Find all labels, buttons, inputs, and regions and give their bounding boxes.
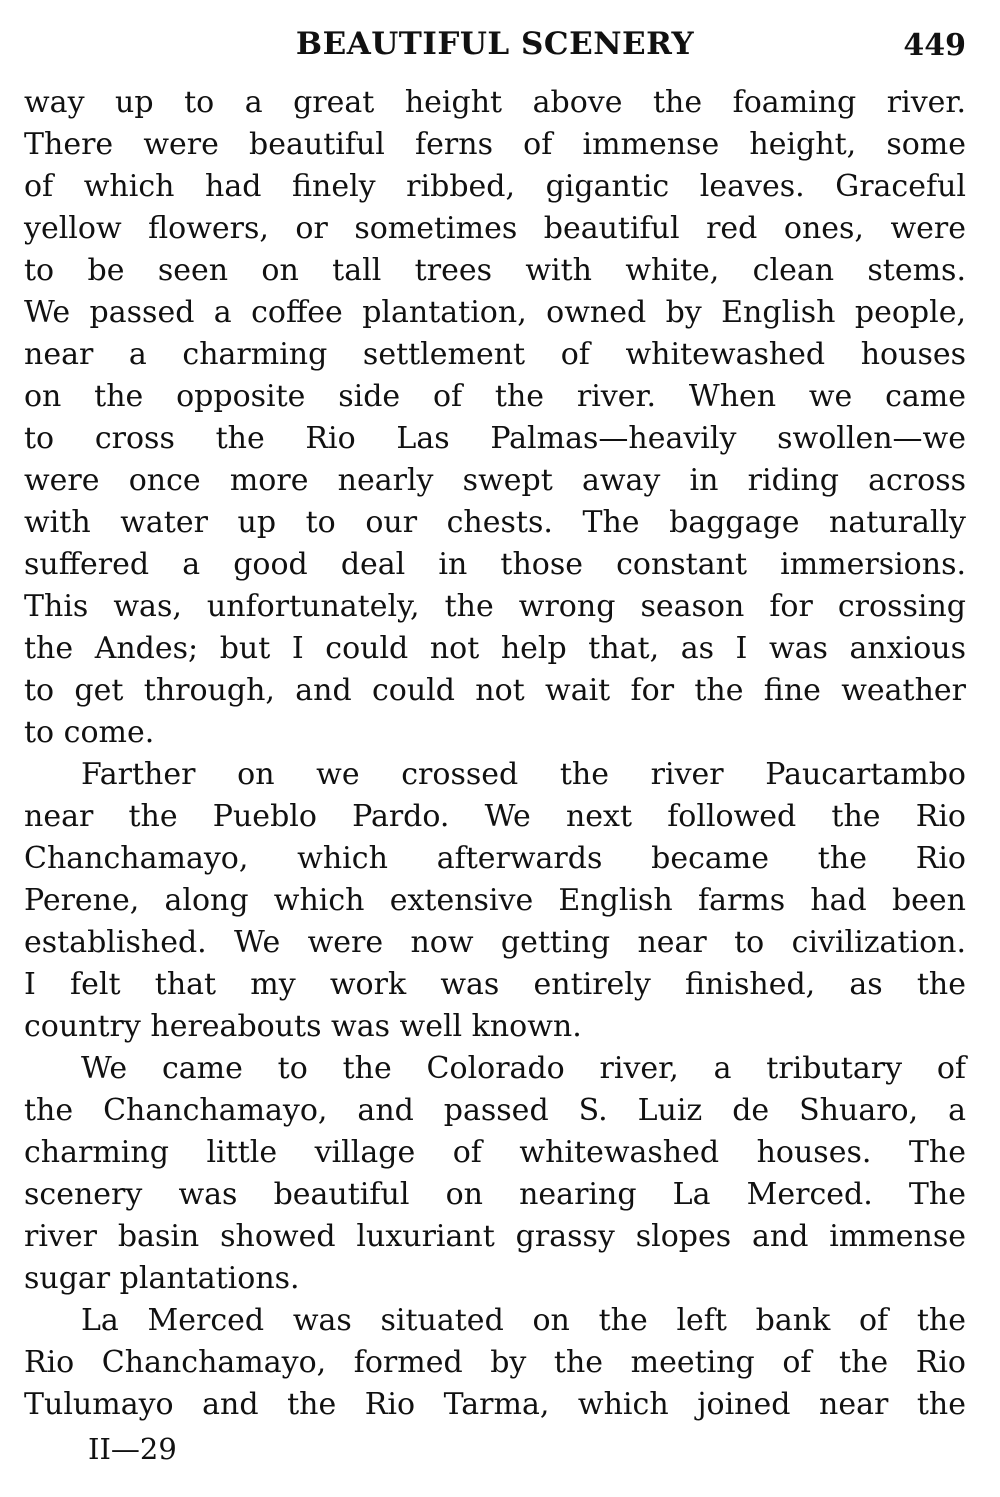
text-line: This was, unfortunately, the wrong season for crossing — [24, 589, 966, 624]
page-number: 449 — [903, 28, 966, 63]
text-line: established. We were now getting near to civilization. — [24, 925, 966, 960]
running-head — [24, 22, 966, 66]
text-line: We passed a coffee plantation, owned by English people, — [24, 295, 966, 330]
text-line: river basin showed luxuriant grassy slopes and immense — [24, 1219, 966, 1254]
body-text — [24, 82, 966, 1426]
text-line: I felt that my work was entirely finished, as the — [24, 967, 966, 1002]
text-line: yellow flowers, or sometimes beautiful red ones, were — [24, 211, 966, 246]
text-line: Farther on we crossed the river Paucartambo — [81, 757, 966, 792]
text-line: of which had finely ribbed, gigantic leaves. Graceful — [24, 169, 966, 204]
text-line: to be seen on tall trees with white, clean stems. — [24, 253, 966, 288]
text-line: were once more nearly swept away in riding across — [24, 463, 966, 498]
text-line: way up to a great height above the foaming river. — [24, 85, 966, 120]
text-line: suffered a good deal in those constant immersions. — [24, 547, 966, 582]
text-line: scenery was beautiful on nearing La Merced. The — [24, 1177, 966, 1212]
text-line: Chanchamayo, which afterwards became the Rio — [24, 841, 966, 876]
text-line: There were beautiful ferns of immense height, some — [24, 127, 966, 162]
signature-mark: II—29 — [88, 1432, 177, 1466]
text-line: to get through, and could not wait for the fine weather — [24, 673, 966, 708]
text-line: with water up to our chests. The baggage naturally — [24, 505, 966, 540]
text-line: Rio Chanchamayo, formed by the meeting of the Rio — [24, 1345, 966, 1380]
text-line: country hereabouts was well known. — [24, 1009, 582, 1044]
text-line: the Chanchamayo, and passed S. Luiz de Shuaro, a — [24, 1093, 966, 1128]
running-title: BEAUTIFUL SCENERY — [295, 26, 695, 62]
text-line: La Merced was situated on the left bank of the — [81, 1303, 966, 1338]
text-line: charming little village of whitewashed houses. The — [24, 1135, 966, 1170]
text-line: sugar plantations. — [24, 1261, 300, 1296]
text-line: to cross the Rio Las Palmas—heavily swollen—we — [24, 421, 966, 456]
text-line: on the opposite side of the river. When we came — [24, 379, 966, 414]
text-line: Tulumayo and the Rio Tarma, which joined near the — [24, 1387, 966, 1422]
text-line: We came to the Colorado river, a tributary of — [81, 1051, 966, 1086]
text-line: near the Pueblo Pardo. We next followed the Rio — [24, 799, 966, 834]
text-line: the Andes; but I could not help that, as I was anxious — [24, 631, 966, 666]
text-line: near a charming settlement of whitewashed houses — [24, 337, 966, 372]
text-line: to come. — [24, 715, 155, 750]
text-line: Perene, along which extensive English farms had been — [24, 883, 966, 918]
